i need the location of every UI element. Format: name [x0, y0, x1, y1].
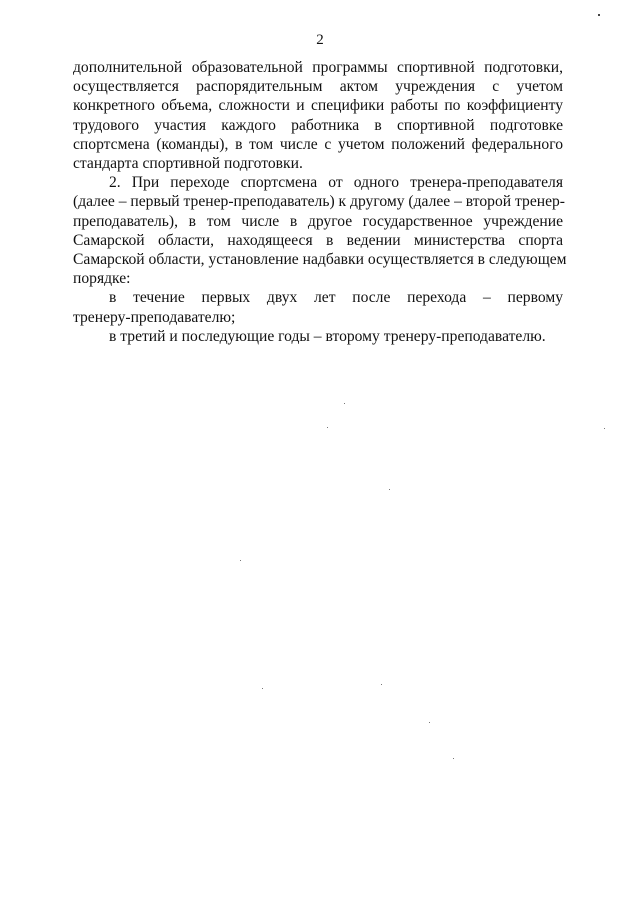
scan-speck	[381, 684, 382, 685]
paragraph-line: дополнительной образовательной программы спортивной подготовки,	[73, 59, 563, 76]
paragraph-line: конкретного объема, сложности и специфики работы по коэффициенту	[73, 97, 563, 115]
scan-speck	[598, 14, 600, 16]
paragraph-2	[73, 173, 567, 288]
document-body	[73, 58, 567, 346]
scan-speck	[389, 489, 390, 490]
paragraph-line: порядке:	[73, 270, 131, 288]
paragraph-line: осуществляется распорядительным актом учреждения с учетом	[73, 78, 563, 96]
scan-speck	[344, 403, 345, 404]
paragraph-line: Самарской области, установление надбавки осуществляется в следующем	[73, 251, 567, 269]
paragraph-line: спортсмена (команды), в том числе с учетом положений федерального	[73, 135, 563, 153]
paragraph-line: преподаватель), в том числе в другое государственное учреждение	[73, 212, 563, 230]
paragraph-line: в течение первых двух лет после перехода – первому	[109, 289, 563, 307]
paragraph-line: в третий и последующие годы – второму тренеру-преподавателю.	[109, 327, 546, 345]
paragraph-1	[73, 58, 563, 173]
paragraph-3	[73, 288, 563, 326]
paragraph-4	[73, 327, 563, 346]
scan-speck	[604, 428, 605, 429]
scan-speck	[429, 722, 430, 723]
paragraph-line: 2. При переходе спортсмена от одного тренера-преподавателя	[109, 174, 563, 192]
paragraph-line: (далее – первый тренер-преподаватель) к другому (далее – второй тренер-	[73, 193, 566, 211]
paragraph-line: тренеру-преподавателю;	[73, 308, 236, 326]
page-number: 2	[316, 32, 324, 48]
scan-speck	[240, 560, 241, 561]
scan-speck	[453, 758, 454, 759]
paragraph-line: трудового участия каждого работника в спортивной подготовке	[73, 116, 563, 134]
scan-speck	[327, 427, 328, 428]
paragraph-line: стандарта спортивной подготовки.	[73, 155, 303, 173]
paragraph-line: Самарской области, находящееся в ведении министерства спорта	[73, 231, 563, 249]
scan-speck	[262, 688, 263, 689]
